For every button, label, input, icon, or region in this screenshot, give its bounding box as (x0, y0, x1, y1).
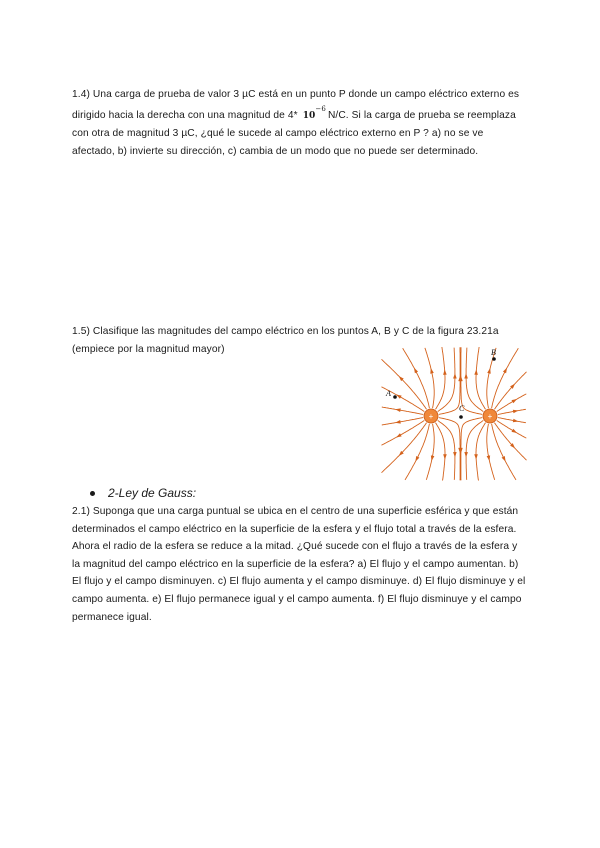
field-arrow-icon (395, 420, 401, 424)
field-arrow-icon (443, 454, 447, 459)
question-1-4 (72, 86, 527, 160)
question-1-4-text-end: N/C. Si la carga de prueba se reemplaza con otra de magnitud 3 µC, ¿qué le sucede al campo eléctrico externo en P ? a) no se ve afectado, b) invierte su dirección, c) cambia de un modo que no puede ser determinado. (72, 109, 516, 157)
section-title: 2-Ley de Gauss: (108, 486, 197, 500)
exponent-base: 10 (302, 110, 316, 121)
electric-field-figure (380, 346, 528, 482)
bullet-icon (90, 491, 95, 496)
field-line (476, 347, 486, 409)
field-arrow-icon (415, 456, 419, 462)
field-arrow-icon (512, 399, 518, 403)
field-arrow-icon (396, 433, 402, 437)
field-line (498, 418, 526, 423)
field-line (382, 423, 427, 473)
field-line (492, 348, 519, 408)
field-arrow-icon (414, 368, 418, 374)
point-b-dot (492, 357, 496, 361)
field-line (498, 409, 526, 414)
field-line (382, 359, 427, 409)
field-line (494, 372, 526, 410)
field-arrow-icon (502, 456, 506, 462)
field-line (435, 347, 445, 409)
field-line (497, 394, 527, 412)
field-lines (382, 347, 527, 481)
field-line (439, 418, 460, 481)
point-a-label: A (386, 389, 391, 398)
field-arrow-icon (453, 373, 457, 378)
field-line (494, 423, 526, 461)
field-arrow-icon (512, 429, 518, 433)
field-arrow-icon (453, 452, 457, 457)
field-line (497, 420, 527, 438)
section-heading-gauss (90, 486, 196, 500)
field-arrow-icon (474, 454, 478, 459)
field-arrow-icon (464, 373, 468, 378)
field-line (476, 423, 486, 481)
point-c-dot (459, 415, 463, 419)
field-arrow-icon (474, 369, 478, 374)
point-c-label: C (459, 404, 465, 413)
point-b-label: B (491, 348, 496, 357)
field-line (382, 407, 423, 414)
field-arrow-icon (487, 368, 491, 374)
charge-right-sign: + (487, 412, 493, 421)
question-1-4-text-start: 1.4) Una carga de prueba de valor 3 µC está en un punto P donde un campo eléctrico externo es dirigido hacia la derecha con una magnitud de 4* (72, 89, 520, 121)
field-line (492, 424, 516, 480)
field-arrow-icon (395, 408, 401, 412)
field-line (466, 420, 483, 480)
question-1-5: 1.5) Clasifique las magnitudes del campo eléctrico en los puntos A, B y C de la figura 23.21a (empiece por la magnitud mayor) (72, 326, 499, 355)
exponent-term (302, 104, 326, 121)
field-line (403, 348, 430, 408)
point-a-dot (393, 395, 397, 399)
field-line (435, 423, 445, 481)
field-arrow-icon (430, 368, 434, 374)
question-2-1: 2.1) Suponga que una carga puntual se ubica en el centro de una superficie esférica y que están determinados el campo eléctrico en la superficie de la esfera y el flujo total a través de la esfera. Ahora el radio de la esfera se reduce a la mitad. ¿Qué sucede con el flujo a través de la esfera y la magnitud del campo eléctrico en la superficie de la esfera? a) El flujo y el campo aumentan. b) El flujo y el campo disminuyen. c) El flujo aumenta y el campo disminuye. d) El flujo disminuye y el campo aumenta. e) El flujo permanece igual y el campo aumenta. f) El flujo disminuye y el campo permanece igual. (72, 506, 526, 623)
field-line (382, 418, 423, 425)
charge-left-sign: + (428, 412, 434, 421)
field-line (439, 347, 460, 414)
field-arrow-icon (443, 369, 447, 374)
field-arrow-icon (503, 368, 507, 374)
field-line (425, 348, 434, 408)
field-arrow-icon (464, 452, 468, 457)
field-line (438, 420, 455, 480)
field-arrow-icon (396, 395, 402, 399)
field-line (405, 424, 429, 480)
exponent-power: −6 (315, 104, 326, 113)
field-line (461, 418, 482, 481)
